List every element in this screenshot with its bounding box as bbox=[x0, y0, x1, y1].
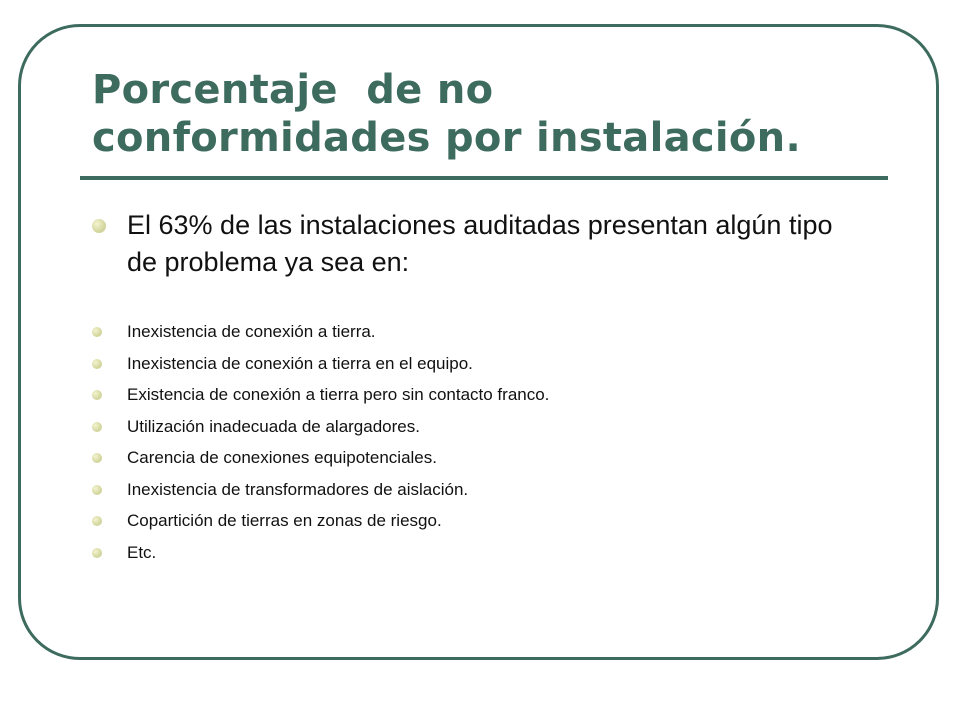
bullet-dot-icon bbox=[92, 359, 102, 369]
bullet-dot-icon bbox=[92, 516, 102, 526]
sub-bullet-text: Inexistencia de conexión a tierra. bbox=[127, 322, 376, 341]
sub-bullet-text: Utilización inadecuada de alargadores. bbox=[127, 416, 420, 436]
slide-title bbox=[92, 66, 872, 162]
sub-bullet-item bbox=[92, 379, 792, 411]
sub-bullet-item bbox=[92, 505, 792, 537]
sub-bullet-item bbox=[92, 348, 792, 380]
main-bullet-list bbox=[92, 207, 852, 281]
bullet-dot-icon bbox=[92, 390, 102, 400]
bullet-dot-icon bbox=[92, 422, 102, 432]
slide-title-line-1: Porcentaje de no bbox=[92, 67, 494, 113]
sub-bullet-item bbox=[92, 537, 792, 569]
sub-bullet-item bbox=[92, 474, 792, 506]
sub-bullet-text: Carencia de conexiones equipotenciales. bbox=[127, 448, 437, 467]
sub-bullet-text: Existencia de conexión a tierra pero sin contacto franco. bbox=[127, 385, 550, 404]
bullet-dot-icon bbox=[92, 453, 102, 463]
bullet-dot-icon bbox=[92, 219, 106, 233]
title-underline bbox=[80, 176, 888, 180]
main-bullet-text: El 63% de las instalaciones auditadas presentan algún tipo de problema ya sea en: bbox=[127, 210, 833, 277]
sub-bullet-text: Copartición de tierras en zonas de riesgo. bbox=[127, 511, 442, 530]
sub-bullet-item bbox=[92, 316, 792, 348]
sub-bullet-list bbox=[92, 316, 792, 568]
bullet-dot-icon bbox=[92, 485, 102, 495]
bullet-dot-icon bbox=[92, 327, 102, 337]
bullet-dot-icon bbox=[92, 548, 102, 558]
sub-bullet-item bbox=[92, 411, 792, 443]
sub-bullet-text: Etc. bbox=[127, 542, 157, 562]
main-bullet-item bbox=[92, 207, 852, 281]
sub-bullet-text: Inexistencia de transformadores de aislación. bbox=[127, 479, 469, 499]
sub-bullet-item bbox=[92, 442, 792, 474]
sub-bullet-text: Inexistencia de conexión a tierra en el equipo. bbox=[127, 353, 473, 373]
slide-title-line-2: conformidades por instalación. bbox=[92, 115, 801, 161]
